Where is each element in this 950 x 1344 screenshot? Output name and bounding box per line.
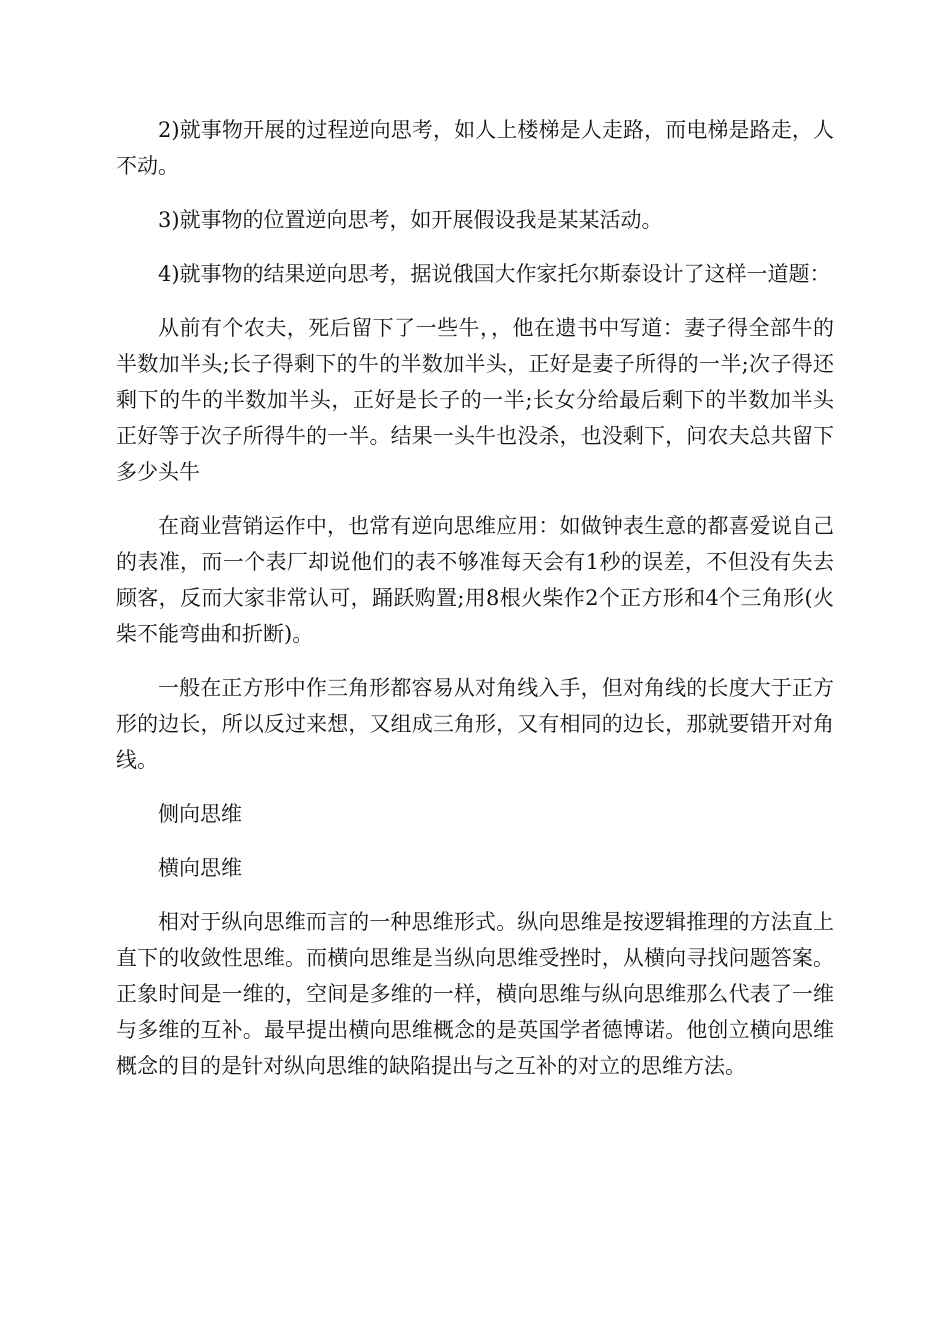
heading-lateral-thinking: 侧向思维	[158, 802, 242, 826]
paragraph-reverse-process: 2)就事物开展的过程逆向思考，如人上楼梯是人走路，而电梯是路走，人不动。	[116, 118, 834, 178]
paragraph-farmer-puzzle: 从前有个农夫，死后留下了一些牛，，他在遗书中写道：妻子得全部牛的半数加半头;长子得剩下的牛的半数加半头，正好是妻子所得的一半;次子得还剩下的牛的半数加半头，正好是长子的一半;长女分给最后剩下的半数加半头正好等于次子所得牛的一半。结果一头牛也没杀，也没剩下，问农夫总共留下多少头牛	[116, 316, 834, 484]
document-body	[116, 112, 834, 1102]
paragraph-marketing-example: 在商业营销运作中，也常有逆向思维应用：如做钟表生意的都喜爱说自己的表准，而一个表厂却说他们的表不够准每天会有1秒的误差，不但没有失去顾客，反而大家非常认可，踊跃购置;用8根火柴作2个正方形和4个三角形(火柴不能弯曲和折断)。	[116, 514, 834, 646]
paragraph-horizontal-definition: 相对于纵向思维而言的一种思维形式。纵向思维是按逻辑推理的方法直上直下的收敛性思维。而横向思维是当纵向思维受挫时，从横向寻找问题答案。正象时间是一维的，空间是多维的一样，横向思维与纵向思维那么代表了一维与多维的互补。最早提出横向思维概念的是英国学者德博诺。他创立横向思维概念的目的是针对纵向思维的缺陷提出与之互补的对立的思维方法。	[116, 910, 834, 1078]
heading-horizontal-thinking: 横向思维	[158, 856, 242, 880]
paragraph-reverse-position: 3)就事物的位置逆向思考，如开展假设我是某某活动。	[158, 208, 663, 232]
paragraph-reverse-result: 4)就事物的结果逆向思考，据说俄国大作家托尔斯泰设计了这样一道题：	[158, 262, 831, 286]
paragraph-square-triangle: 一般在正方形中作三角形都容易从对角线入手，但对角线的长度大于正方形的边长，所以反过来想，又组成三角形，又有相同的边长，那就要错开对角线。	[116, 676, 834, 772]
